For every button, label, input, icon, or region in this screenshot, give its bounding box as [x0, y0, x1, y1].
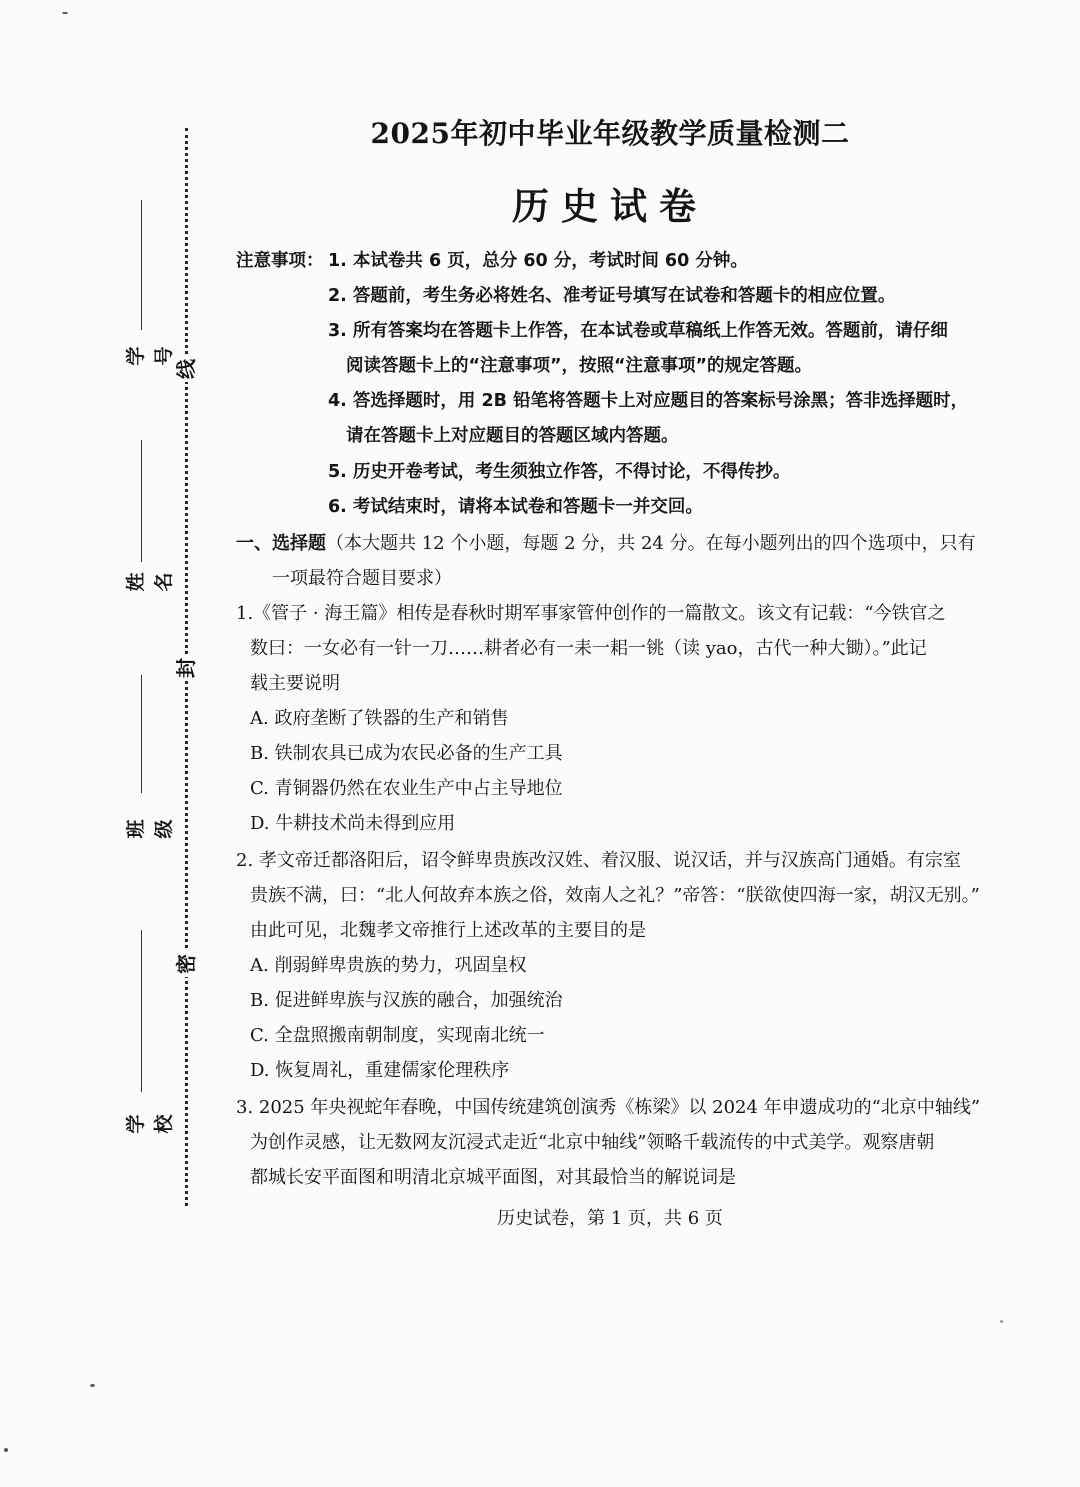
name-blank[interactable]	[141, 440, 142, 562]
class-label: 班级	[125, 819, 175, 839]
notice-label: 注意事项：	[236, 251, 324, 271]
question-3-stem-line2: 为创作灵感，让无数网友沉浸式走近“北京中轴线”领略千载流传的中式美学。观察唐朝	[250, 1132, 935, 1153]
notice-item-3: 3. 所有答案均在答题卡上作答，在本试卷或草稿纸上作答无效。答题前，请仔细	[328, 321, 948, 341]
question-3-stem-line3: 都城长安平面图和明清北京城平面图，对其最恰当的解说词是	[250, 1167, 736, 1188]
section-instruction	[236, 526, 976, 561]
question-2-option-c[interactable]: C. 全盘照搬南朝制度，实现南北统一	[250, 1025, 545, 1046]
question-1-option-d[interactable]: D. 牛耕技术尚未得到应用	[250, 813, 456, 834]
school-label: 学校	[125, 1114, 175, 1134]
scan-speck	[4, 1448, 8, 1452]
question-1-option-c[interactable]: C. 青铜器仍然在农业生产中占主导地位	[250, 778, 563, 799]
notice-item-3-cont: 阅读答题卡上的“注意事项”，按照“注意事项”的规定答题。	[346, 356, 813, 376]
class-blank[interactable]	[141, 675, 142, 793]
page-footer: 历史试卷，第 1 页，共 6 页	[497, 1208, 723, 1229]
seal-char-mi: 密	[173, 951, 199, 977]
section-heading: 一、选择题	[236, 533, 326, 554]
question-2-option-b[interactable]: B. 促进鲜卑族与汉族的融合，加强统治	[250, 990, 563, 1011]
scan-speck	[90, 1384, 95, 1387]
question-1-stem-line3: 载主要说明	[250, 673, 340, 694]
section-instruction-line1: （本大题共 12 个小题，每题 2 分，共 24 分。在每小题列出的四个选项中，只有	[326, 533, 976, 554]
subject-title: 历史试卷	[512, 185, 708, 228]
question-2-option-d[interactable]: D. 恢复周礼，重建儒家伦理秩序	[250, 1060, 510, 1081]
notice-item-6: 6. 考试结束时，请将本试卷和答题卡一并交回。	[328, 497, 703, 517]
exam-title: 2025年初中毕业年级教学质量检测二	[370, 117, 850, 150]
question-2-stem-line2: 贵族不满，曰：“北人何故弃本族之俗，效南人之礼？”帝答：“朕欲使四海一家，胡汉无别。”	[250, 885, 980, 906]
question-2-stem-line1: 2. 孝文帝迁都洛阳后，诏令鲜卑贵族改汉姓、着汉服、说汉话，并与汉族高门通婚。有宗室	[236, 850, 961, 871]
question-2-stem-line3: 由此可见，北魏孝文帝推行上述改革的主要目的是	[250, 920, 646, 941]
question-2-option-a[interactable]: A. 削弱鲜卑贵族的势力，巩固皇权	[250, 955, 527, 976]
scan-speck	[62, 12, 68, 14]
seal-char-xian: 线	[173, 356, 199, 382]
school-blank[interactable]	[141, 930, 142, 1092]
question-1-option-a[interactable]: A. 政府垄断了铁器的生产和销售	[250, 708, 509, 729]
notice-item-4: 4. 答选择题时，用 2B 铅笔将答题卡上对应题目的答案标号涂黑；答非选择题时，	[328, 391, 969, 411]
question-1-stem-line1: 1.《管子 · 海王篇》相传是春秋时期军事家管仲创作的一篇散文。该文有记载：“今铁官之	[236, 603, 946, 624]
student-id-label: 学号	[125, 346, 175, 366]
notice-item-5: 5. 历史开卷考试，考生须独立作答，不得讨论，不得传抄。	[328, 462, 791, 482]
seal-char-feng: 封	[173, 655, 199, 681]
notice-item-4-cont: 请在答题卡上对应题目的答题区域内答题。	[346, 426, 679, 446]
question-3-stem-line1: 3. 2025 年央视蛇年春晚，中国传统建筑创演秀《栋梁》以 2024 年申遗成功的“北京中轴线”	[236, 1097, 981, 1118]
question-1-stem-line2: 数曰：一女必有一针一刀……耕者必有一耒一耜一铫（读 yao，古代一种大锄）。”此记	[250, 638, 927, 659]
scan-speck	[1000, 1320, 1003, 1323]
section-instruction-line2: 一项最符合题目要求）	[272, 568, 452, 589]
notice-item-2: 2. 答题前，考生务必将姓名、准考证号填写在试卷和答题卡的相应位置。	[328, 286, 896, 306]
notice-item-1: 1. 本试卷共 6 页，总分 60 分，考试时间 60 分钟。	[328, 251, 748, 271]
name-label: 姓名	[125, 572, 175, 592]
question-1-option-b[interactable]: B. 铁制农具已成为农民必备的生产工具	[250, 743, 563, 764]
